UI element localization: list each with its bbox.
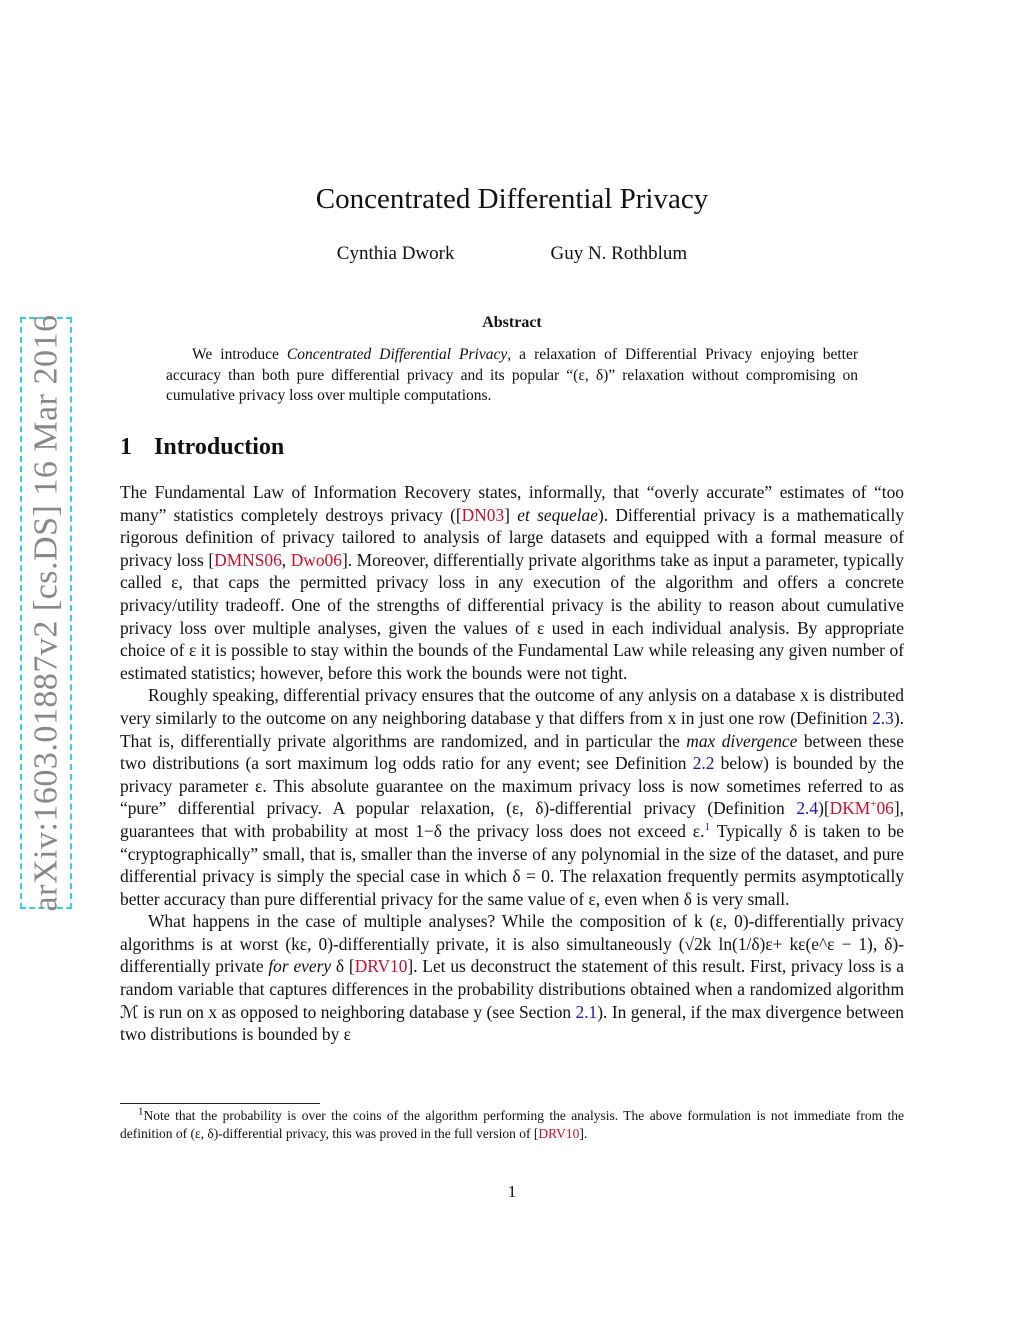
abstract-emphasis: Concentrated Differential Privacy [286, 346, 508, 363]
definition-link-2-3[interactable]: 2.3 [872, 707, 894, 728]
citation-link-dmns06[interactable]: DMNS06 [214, 549, 282, 570]
definition-link-2-2[interactable]: 2.2 [692, 753, 715, 774]
citation-link-drv10[interactable]: DRV10 [354, 956, 408, 977]
footnote: $^1$Note that the probability is over the coins of the algorithm performing the analysis. The above formulation is not immediate from the definition of (ε, δ)-differential privacy, this was proved in the full version of [DRV10]. [120, 1105, 904, 1141]
abstract-heading: Abstract [482, 314, 542, 331]
footnote-number: 1 [138, 1105, 144, 1118]
footnote-marker[interactable]: 1 [704, 821, 710, 834]
footnote-citation-drv10[interactable]: DRV10 [538, 1126, 580, 1141]
section-title: Introduction [154, 434, 285, 460]
citation-link-dkm06[interactable]: DKM+06 [829, 798, 894, 819]
page-number: 1 [507, 1182, 517, 1201]
section-number: 1 [120, 434, 132, 460]
citation-link-dwo06[interactable]: Dwo06 [290, 549, 342, 570]
section-heading [120, 434, 284, 461]
section-link-2-1[interactable]: 2.1 [575, 1001, 598, 1022]
author-name: Cynthia Dwork [336, 243, 455, 264]
paper-title: Concentrated Differential Privacy [315, 183, 709, 215]
paragraph-1: The Fundamental Law of Information Recovery states, informally, that “overly accurate” estimates of “too many” statistics completely destroys privacy ([DN03] et sequelae). Differential privacy is a mathematically rigorous definition of privacy tailored to analysis of large datasets and equipped with a formal measure of privacy loss [DMNS06, Dwo06]. Moreover, differentially private algorithms take as input a parameter, typically called ε, that caps the permitted privacy loss in any execution of the algorithm and offers a concrete privacy/utility tradeoff. One of the strengths of differential privacy is the ability to reason about cumulative privacy loss over multiple analyses, given the values of ε used in each individual analysis. By appropriate choice of ε it is possible to stay within the bounds of the Fundamental Law while releasing any given number of estimated statistics; however, before this work the bounds were not tight. [120, 482, 904, 683]
abstract-text: We introduce Concentrated Differential Privacy, a relaxation of Differential Privacy enjoying better accuracy than both pure differential privacy and its popular “(ε, δ)” relaxation without compromising on cumulative privacy loss over multiple computations. [166, 346, 858, 404]
author-list [0, 243, 1024, 265]
definition-link-2-4[interactable]: 2.4 [796, 798, 819, 819]
paragraph-2: Roughly speaking, differential privacy ensures that the outcome of any anlysis on a database x is distributed very similarly to the outcome on any neighboring database y that differs from x in just one row (Definition 2.3). That is, differentially private algorithms are randomized, and in particular the max divergence between these two distributions (a sort maximum log odds ratio for any event; see Definition 2.2 below) is bounded by the privacy parameter ε. This absolute guarantee on the maximum privacy loss is now sometimes referred to as “pure” differential privacy. A popular relaxation, (ε, δ)-differential privacy (Definition 2.4)[DKM+06], guarantees that with probability at most 1−δ the privacy loss does not exceed ε.$^1$ Typically δ is taken to be “cryptographically” small, that is, smaller than the inverse of any polynomial in the size of the dataset, and pure differential privacy is simply the special case in which δ = 0. The relaxation frequently permits asymptotically better accuracy than pure differential privacy for the same value of ε, even when δ is very small. [120, 685, 905, 909]
arxiv-identifier-text: arXiv:1603.01887v2 [cs.DS] 16 Mar 2016 [27, 314, 64, 912]
paragraph-3: What happens in the case of multiple analyses? While the composition of k (ε, 0)-differentially privacy algorithms is at worst (kε, 0)-differentially private, it is also simultaneously (√2k ln(1/δ)ε+ kε(e^ε − 1), δ)-differentially private for every δ [DRV10]. Let us deconstruct the statement of this result. First, privacy loss is a random variable that captures differences in the probability distributions obtained when a randomized algorithm ℳ is run on x as opposed to neighboring database y (see Section 2.1). In general, if the max divergence between two distributions is bounded by ε [120, 911, 904, 1045]
footnote-divider [120, 1103, 320, 1104]
author-name: Guy N. Rothblum [550, 243, 688, 264]
arxiv-identifier-stamp [20, 314, 72, 912]
introduction-body [120, 481, 904, 1046]
citation-link-dn03[interactable]: DN03 [461, 504, 505, 525]
